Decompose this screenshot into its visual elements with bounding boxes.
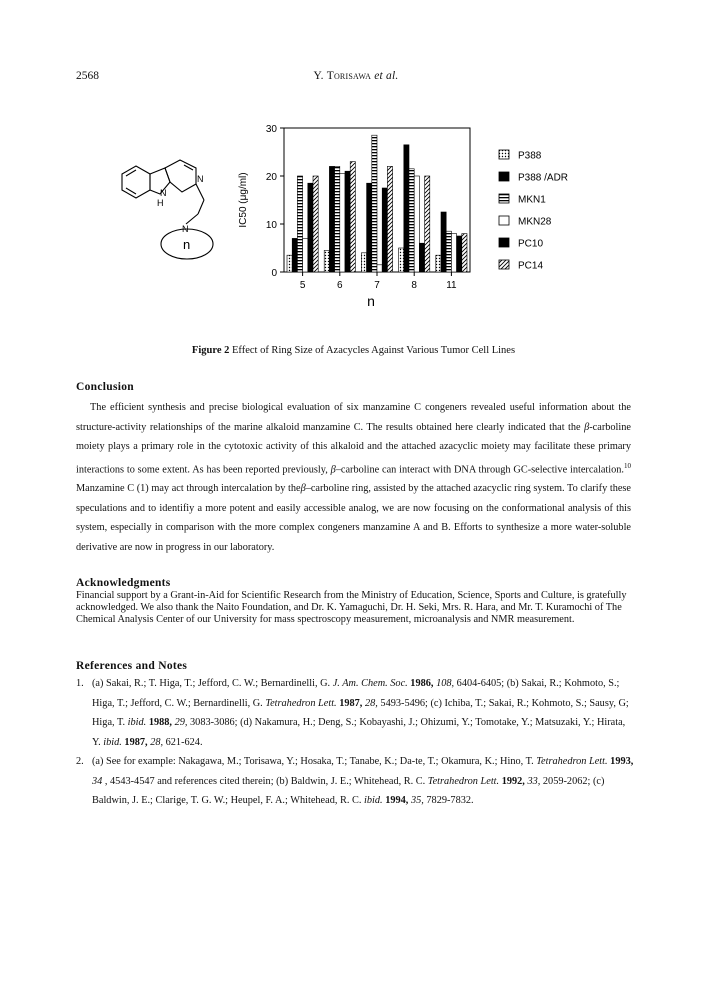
- n-atom-ring: N: [182, 224, 189, 234]
- y-tick-label: 10: [265, 220, 277, 231]
- figure-label: Figure 2: [191, 345, 230, 356]
- bar: [404, 145, 409, 272]
- bar: [436, 255, 441, 272]
- bar: [387, 166, 392, 272]
- figure-2: [0, 110, 701, 350]
- legend-label: P388 /ADR: [518, 172, 569, 184]
- bar: [377, 265, 382, 272]
- bar: [382, 188, 387, 272]
- bar: [324, 250, 329, 272]
- bar: [451, 234, 456, 272]
- references-list: [76, 674, 636, 811]
- n-atom-pyridine: N: [197, 174, 204, 184]
- acknowledgments-text: Financial support by a Grant-in-Aid for Scientific Research from the Ministry of Education, Science, Sports and Culture, is gratefully acknowledged. We also thank the Naito Foundation, and Dr. K. Yamaguchi, Dr. H. Seki, Mrs. R. Hara, and Mr. T. Kuramochi of The Chemical Analysis Center of our University for mass spectroscopy measurement, microanalysis and NMR measurement.: [76, 590, 627, 625]
- bar: [414, 176, 419, 272]
- bar: [345, 171, 350, 272]
- legend-swatch: [499, 150, 509, 159]
- y-tick-label: 20: [265, 172, 277, 183]
- bar: [340, 174, 345, 272]
- running-head: Y. Torisawa et al.: [313, 70, 399, 82]
- legend-swatch: [499, 260, 509, 269]
- conclusion-heading: Conclusion: [76, 381, 134, 393]
- legend-label: MKN1: [518, 194, 546, 206]
- bar: [303, 238, 308, 272]
- bar: [350, 162, 355, 272]
- bar: [441, 212, 446, 272]
- bar: [457, 236, 462, 272]
- reference-2: 2. (a) See for example: Nakagawa, M.; Torisawa, Y.; Hosaka, T.; Tanabe, K.; Da-te, T.; Okamura, K.; Hino, T. Tetrahedron Lett. 1993, 34 , 4543-4547 and references cited therein; (b) Baldwin, J. E.; Whitehead, R. C. Tetrahedron Lett. 1992, 33, 2059-2062; (c) Baldwin, J. E.; Clarige, T. G. W.; Heupel, F. A.; Whitehead, R. C. ibid. 1994, 35, 7829-7832.: [76, 756, 634, 806]
- references-heading: References and Notes: [76, 660, 188, 672]
- x-axis-label: n: [367, 293, 375, 309]
- bar: [419, 243, 424, 272]
- page-number: 2568: [76, 70, 99, 82]
- bar: [287, 255, 292, 272]
- y-tick-label: 30: [265, 124, 277, 135]
- legend-label: MKN28: [518, 216, 552, 228]
- bar: [308, 183, 313, 272]
- figure-svg: [0, 110, 701, 350]
- bar: [367, 183, 372, 272]
- y-axis-label: IC50 (μg/ml): [238, 172, 249, 228]
- figure-caption: [76, 345, 631, 356]
- bar: [292, 238, 297, 272]
- figure-caption-text: Effect of Ring Size of Azacycles Against Various Tumor Cell Lines: [229, 345, 516, 356]
- x-tick-label: 7: [374, 280, 380, 291]
- acknowledgments-heading: Acknowledgments: [76, 577, 171, 589]
- page-header: [76, 70, 636, 86]
- legend-swatch: [499, 238, 509, 247]
- bar: [361, 253, 366, 272]
- legend-swatch: [499, 172, 509, 181]
- x-tick-label: 8: [411, 280, 417, 291]
- bar: [297, 176, 302, 272]
- y-tick-label: 0: [271, 268, 277, 279]
- bar-chart: [238, 124, 568, 309]
- bar: [372, 135, 377, 272]
- legend-label: PC10: [518, 238, 544, 250]
- bar: [425, 176, 430, 272]
- reference-1: 1. (a) Sakai, R.; T. Higa, T.; Jefford, C. W.; Bernardinelli, G. J. Am. Chem. Soc. 1986, 108, 6404-6405; (b) Sakai, R.; Kohmoto, S.; Higa, T.; Jefford, C. W.; Bernardinelli, G. Tetrahedron Lett. 1987, 28, 5493-5496; (c) Ichiba, T.; Sakai, R.; Kohmoto, S.; Sausy, G; Higa, T. ibid. 1988, 29, 3083-3086; (d) Nakamura, H.; Deng, S.; Kobayashi, J.; Ohizumi, Y.; Tomotake, Y.; Matsuzaki, Y.; Hirata, Y. ibid. 1987, 28, 621-624.: [76, 678, 629, 748]
- bar: [409, 169, 414, 272]
- n-atom-indole: N: [160, 188, 167, 198]
- x-tick-label: 11: [446, 280, 457, 291]
- x-tick-label: 5: [299, 280, 306, 291]
- legend-label: P388: [518, 150, 542, 162]
- bar: [335, 166, 340, 272]
- x-tick-label: 6: [337, 280, 343, 291]
- legend-swatch: [499, 194, 509, 203]
- h-label: H: [157, 198, 164, 208]
- conclusion-paragraph: The efficient synthesis and precise biological evaluation of six manzamine C congeners revealed useful information about the structure-activity relationships of the marine alkaloid manzamine C. The results obtained here clearly indicated that the β-carboline moiety plays a primary role in the cytotoxic activity of this alkaloid and the attached azacyclic moiety may facilitate these primary interactions to some extent. As has been reported previously, β–carboline can interact with DNA through GC-selective intercalation.$^{10}$ Manzamine C (1) may act through intercalation by theβ–carboline ring, assisted by the attached azacyclic ring system. To clarify these speculations and to identifiy a more potent and easily accessible analog, we are now focusing on the conformational analysis of this system, especially in comparison with the more complex congeners manzamine A and B. Efforts to synthesize a more water-soluble derivative are now in progress in our laboratory.: [76, 402, 631, 553]
- legend-swatch: [499, 216, 509, 225]
- ring-size-n-label: n: [183, 237, 191, 252]
- bar: [446, 231, 451, 272]
- bar: [329, 166, 334, 272]
- legend-label: PC14: [518, 260, 544, 272]
- bar: [462, 234, 467, 272]
- bar: [313, 176, 318, 272]
- bar: [399, 248, 404, 272]
